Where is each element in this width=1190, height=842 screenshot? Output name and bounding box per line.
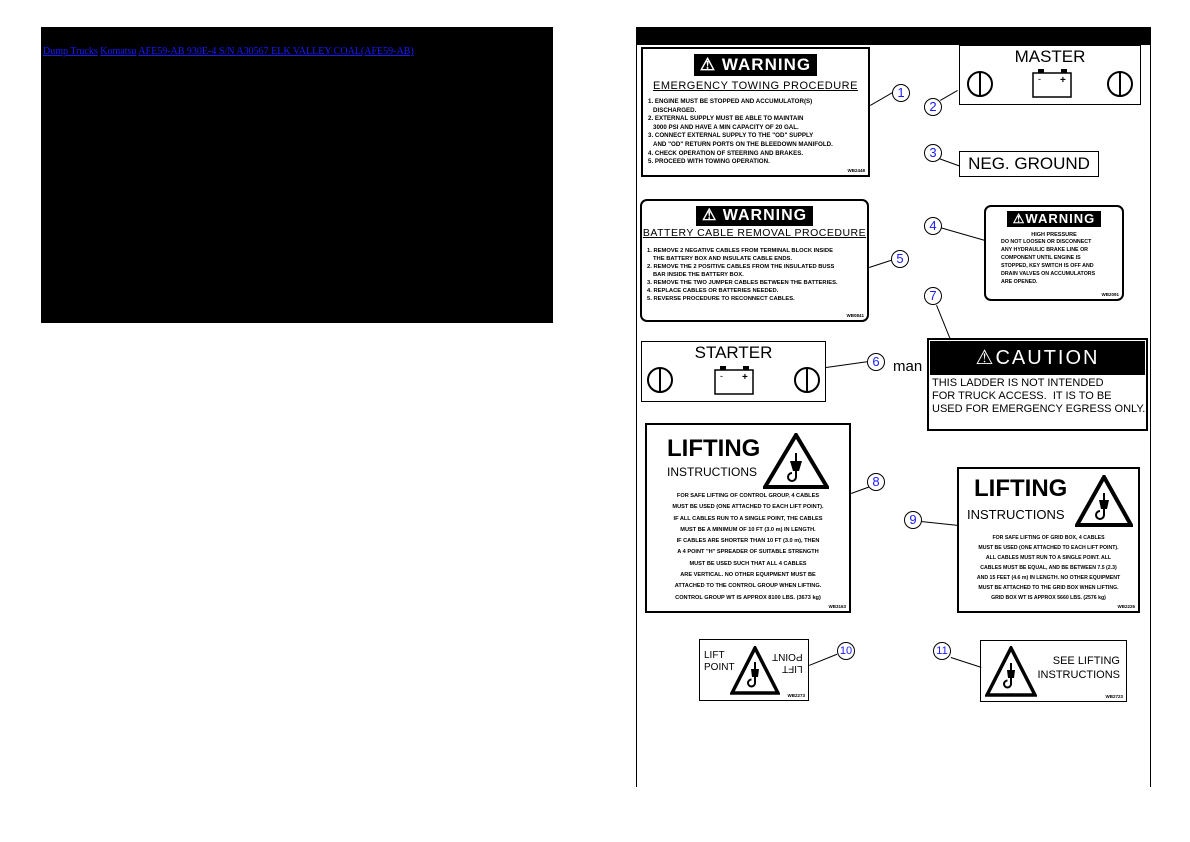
decal-body	[647, 491, 849, 604]
text-line: ARE VERTICAL. NO OTHER EQUIPMENT MUST BE	[680, 572, 816, 579]
decal-lifting-control-group	[645, 423, 851, 613]
decal-title: LIFTING	[974, 475, 1068, 502]
warning-triangle-icon: ⚠	[1012, 211, 1026, 226]
decal-lift-point	[699, 639, 809, 701]
text-line: MUST BE USED (ONE ATTACHED TO EACH LIFT POINT).	[672, 504, 824, 511]
part-code: WB2273	[787, 693, 805, 698]
part-code: WB0841	[846, 313, 864, 318]
decal-neg-ground	[959, 151, 1099, 177]
step: 1. REMOVE 2 NEGATIVE CABLES FROM TERMINAL BLOCK INSIDE	[647, 248, 833, 254]
leader-line	[939, 158, 960, 166]
banner-text: WARNING	[721, 55, 812, 74]
decal-caution-ladder	[927, 338, 1148, 431]
decal-body	[959, 533, 1138, 603]
text-line: LIFT	[782, 663, 803, 674]
text-line: FOR TRUCK ACCESS. IT IS TO BE	[932, 390, 1112, 402]
stray-text: man	[893, 358, 923, 375]
callout-2[interactable]: 2	[924, 98, 942, 116]
warning-banner	[694, 54, 817, 76]
leader-line	[940, 90, 958, 101]
battery-switch-icon	[960, 64, 1142, 104]
text-line: IF ALL CABLES RUN TO A SINGLE POINT, THE CABLES	[673, 515, 823, 522]
right-label-inverted	[772, 650, 803, 674]
decal-text	[1038, 654, 1121, 682]
text-line: STOPPED, KEY SWITCH IS OFF AND	[1001, 263, 1094, 269]
text-line: POINT	[704, 662, 735, 673]
leader-line	[826, 361, 870, 368]
decal-battery-cable-removal	[640, 199, 869, 322]
text-line: MUST BE A MINIMUM OF 10 FT (3.0 m) IN LENGTH.	[680, 526, 816, 533]
step: 3. CONNECT EXTERNAL SUPPLY TO THE "OD" SUPPLY	[648, 132, 814, 140]
part-code: WB3163	[828, 604, 846, 609]
step: BAR INSIDE THE BATTERY BOX.	[653, 272, 744, 278]
decal-heading: HIGH PRESSURE	[1031, 232, 1077, 238]
step: 4. REPLACE CABLES OR BATTERIES NEEDED.	[647, 288, 779, 294]
decal-starter	[641, 341, 826, 402]
leader-line	[869, 260, 892, 268]
leader-line	[921, 521, 959, 526]
callout-6[interactable]: 6	[867, 353, 885, 371]
part-code: WB2226	[1117, 604, 1135, 609]
text-line: MUST BE USED (ONE ATTACHED TO EACH LIFT POINT).	[978, 545, 1119, 551]
callout-10[interactable]: 10	[837, 642, 855, 660]
decal-diagram	[636, 27, 1151, 787]
text-line: USED FOR EMERGENCY EGRESS ONLY.	[932, 403, 1146, 415]
decal-title: MASTER	[1014, 47, 1086, 66]
warning-triangle-icon: ⚠	[975, 347, 996, 369]
text-line: POINT	[772, 651, 803, 662]
lifting-hook-warning-icon	[763, 433, 829, 489]
text-line: FOR SAFE LIFTING OF CONTROL GROUP, 4 CABLES	[676, 493, 820, 499]
decal-subtitle: INSTRUCTIONS	[667, 465, 757, 479]
decal-title: BATTERY CABLE REMOVAL PROCEDURE	[642, 227, 867, 239]
step-list	[647, 247, 867, 303]
decal-lifting-grid-box	[957, 467, 1140, 613]
text-line: FOR SAFE LIFTING OF GRID BOX, 4 CABLES	[992, 535, 1105, 541]
step: 3. REMOVE THE TWO JUMPER CABLES BETWEEN THE BATTERIES.	[647, 280, 838, 286]
callout-1[interactable]: 1	[892, 84, 910, 102]
text-line: MUST BE USED SUCH THAT ALL 4 CABLES	[689, 560, 807, 567]
part-code: WB2091	[1101, 292, 1119, 297]
text-line: CONTROL GROUP WT IS APPROX 8100 LBS. (3673 kg)	[675, 594, 821, 601]
svg-text:-: -	[1038, 74, 1041, 84]
lifting-hook-warning-icon	[985, 646, 1037, 698]
decal-body	[1001, 238, 1122, 286]
callout-11[interactable]: 11	[933, 642, 951, 660]
battery-switch-icon	[642, 360, 827, 400]
text-line: MUST BE ATTACHED TO THE GRID BOX WHEN LIFTING.	[978, 585, 1119, 591]
step: THE BATTERY BOX AND INSULATE CABLE ENDS.	[653, 256, 793, 262]
banner-text: WARNING	[1025, 211, 1096, 226]
step: 5. PROCEED WITH TOWING OPERATION.	[648, 158, 770, 166]
breadcrumb-brand-link[interactable]: Komatsu	[100, 46, 137, 57]
text-line: ALL CABLES MUST RUN TO A SINGLE POINT. ALL	[985, 555, 1112, 561]
callout-7[interactable]: 7	[924, 287, 942, 305]
leader-line	[851, 486, 870, 494]
text-line: THIS LADDER IS NOT INTENDED	[932, 377, 1104, 389]
svg-text:-: -	[720, 371, 723, 381]
step: 4. CHECK OPERATION OF STEERING AND BRAKES.	[648, 149, 804, 157]
decal-see-lifting-instructions	[980, 640, 1127, 702]
callout-4[interactable]: 4	[924, 217, 942, 235]
lifting-hook-warning-icon	[1075, 475, 1133, 527]
step: 2. REMOVE THE 2 POSITIVE CABLES FROM THE INSULATED BUSS	[647, 264, 835, 270]
callout-8[interactable]: 8	[867, 473, 885, 491]
warning-triangle-icon: ⚠	[699, 55, 717, 74]
step: DISCHARGED.	[653, 106, 697, 114]
leader-line	[940, 227, 986, 241]
text-line: CABLES MUST BE EQUAL, AND BE BETWEEN 7.5 (2.3)	[980, 565, 1117, 571]
text-line: ANY HYDRAULIC BRAKE LINE OR	[1001, 247, 1089, 253]
text-line: SEE LIFTING	[1052, 655, 1120, 667]
step: 5. REVERSE PROCEDURE TO RECONNECT CABLES.	[647, 296, 795, 302]
leader-line	[936, 305, 950, 339]
text-line: IF CABLES ARE SHORTER THAN 10 FT (3.0 m), THEN	[676, 538, 820, 545]
text-line: AND 15 FEET (4.6 m) IN LENGTH. NO OTHER EQUIPMENT	[976, 575, 1121, 581]
step-list	[648, 98, 868, 167]
decal-title: STARTER	[694, 343, 773, 362]
svg-text:+: +	[742, 372, 748, 383]
decal-master	[959, 45, 1141, 105]
diagram-header-bar	[637, 27, 1150, 45]
text-line: DO NOT LOOSEN OR DISCONNECT	[1001, 239, 1092, 245]
warning-triangle-icon: ⚠	[701, 207, 718, 224]
warning-banner	[696, 206, 813, 226]
decal-high-pressure	[984, 205, 1124, 301]
text-line: ATTACHED TO THE CONTROL GROUP WHEN LIFTING.	[674, 583, 822, 590]
svg-text:+: +	[1060, 75, 1066, 86]
text-line: COMPONENT UNTIL ENGINE IS	[1001, 255, 1081, 261]
step: 2. EXTERNAL SUPPLY MUST BE ABLE TO MAINTAIN	[648, 115, 804, 123]
decal-title: EMERGENCY TOWING PROCEDURE	[653, 80, 858, 92]
decal-title: LIFTING	[667, 435, 761, 462]
callout-3[interactable]: 3	[924, 144, 942, 162]
text-line: INSTRUCTIONS	[1037, 669, 1120, 681]
part-code: WB2723	[1105, 694, 1123, 699]
breadcrumb-model-link[interactable]: AFE59-AB 930E-4 S/N A30567 ELK VALLEY COAL(AFE59-AB)	[138, 46, 414, 57]
banner-text: CAUTION	[995, 347, 1100, 369]
leader-line	[809, 654, 837, 666]
step: 1. ENGINE MUST BE STOPPED AND ACCUMULATOR(S)	[648, 98, 813, 105]
caution-banner	[930, 341, 1145, 375]
decal-body	[932, 377, 1146, 416]
leader-line	[951, 657, 982, 668]
text-line: GRID BOX WT IS APPROX 5660 LBS. (2576 kg)	[991, 595, 1106, 601]
left-panel	[41, 27, 553, 323]
text-line: A 4 POINT "H" SPREADER OF SUITABLE STRENGTH	[677, 549, 819, 556]
text-line: LIFT	[704, 650, 725, 661]
warning-banner	[1007, 211, 1102, 227]
callout-5[interactable]: 5	[891, 250, 909, 268]
text-line: ARE OPENED.	[1001, 279, 1038, 285]
text-line: DRAIN VALVES ON ACCUMULATORS	[1001, 271, 1096, 277]
decal-subtitle: INSTRUCTIONS	[967, 507, 1065, 522]
step: AND "OD" RETURN PORTS ON THE BLEEDOWN MANIFOLD.	[653, 140, 833, 148]
banner-text: WARNING	[722, 207, 808, 224]
part-code: WB2448	[847, 168, 865, 173]
decal-emergency-towing	[641, 47, 870, 177]
callout-9[interactable]: 9	[904, 511, 922, 529]
decal-title: NEG. GROUND	[968, 154, 1090, 173]
step: 3000 PSI AND HAVE A MIN CAPACITY OF 20 GAL.	[653, 123, 799, 131]
breadcrumb	[43, 46, 414, 57]
breadcrumb-category-link[interactable]: Dump Trucks	[43, 46, 98, 57]
